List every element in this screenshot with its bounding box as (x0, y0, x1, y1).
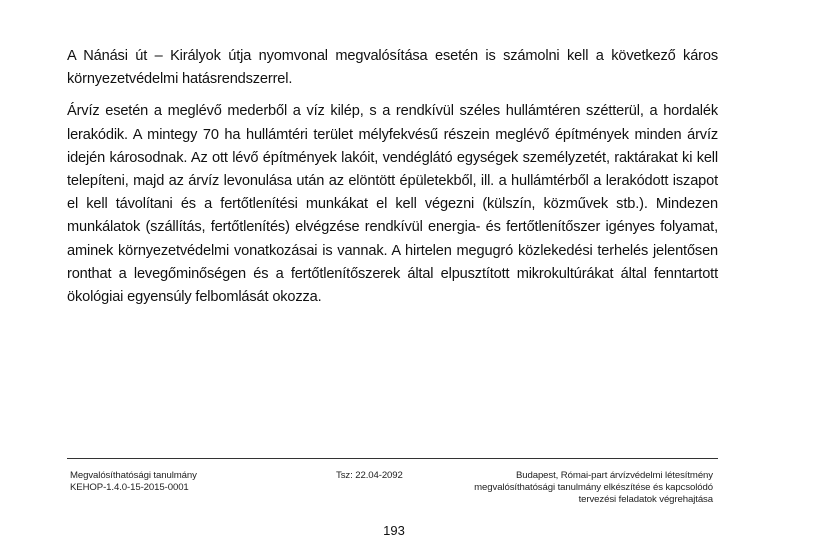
body-paragraph-2: Árvíz esetén a meglévő mederből a víz kilép, s a rendkívül széles hullámtéren szétterül, a hordalék lerakódik. A mintegy 70 ha hullámtéri terület mélyfekvésű részein meglévő építmények minden árvíz idején károsodnak. Az ott lévő építmények lakóit, vendéglátó egységek személyzetét, raktárakat ki kell telepíteni, majd az árvíz levonulása után az elöntött épületekből, ill. a hullámtérből a lerakódott iszapot el kell távolítani és a fertőtlenítési munkákat el kell végezni (külszín, közművek stb.). Mindezen munkálatok (szállítás, fertőtlenítés) elvégzése rendkívül energia- és fertőtlenítőszer igényes folyamat, aminek környezetvédelmi vonatkozásai is vannak. A hirtelen megugró közlekedési terhelés jelentősen ronthat a levegőminőségen és a fertőtlenítőszerek által elpusztított mikrokultúrákat által fenntartott ökológiai egyensúly felbomlását okozza. (67, 103, 718, 306)
footer-left-block (70, 470, 290, 494)
footer-project-title-line-3: tervezési feladatok végrehajtása (578, 494, 713, 505)
footer-divider (67, 458, 718, 459)
footer-project-title-line-1: Budapest, Római-part árvízvédelmi létesítmény (515, 470, 713, 481)
footer-right-block (445, 470, 713, 506)
footer-center-block (336, 470, 456, 482)
footer-document-type: Megvalósíthatósági tanulmány (70, 470, 197, 481)
document-body (67, 45, 718, 318)
footer-project-title-line-2: megvalósíthatósági tanulmány elkészítése és kapcsolódó (474, 482, 713, 493)
footer-project-code: KEHOP-1.4.0-15-2015-0001 (70, 482, 189, 493)
page-number: 193 (383, 523, 405, 538)
footer-reference-number: Tsz: 22.04-2092 (336, 470, 403, 481)
body-paragraph-1: A Nánási út – Királyok útja nyomvonal megvalósítása esetén is számolni kell a következő káros környezetvédelmi hatásrendszerrel. (67, 48, 718, 88)
